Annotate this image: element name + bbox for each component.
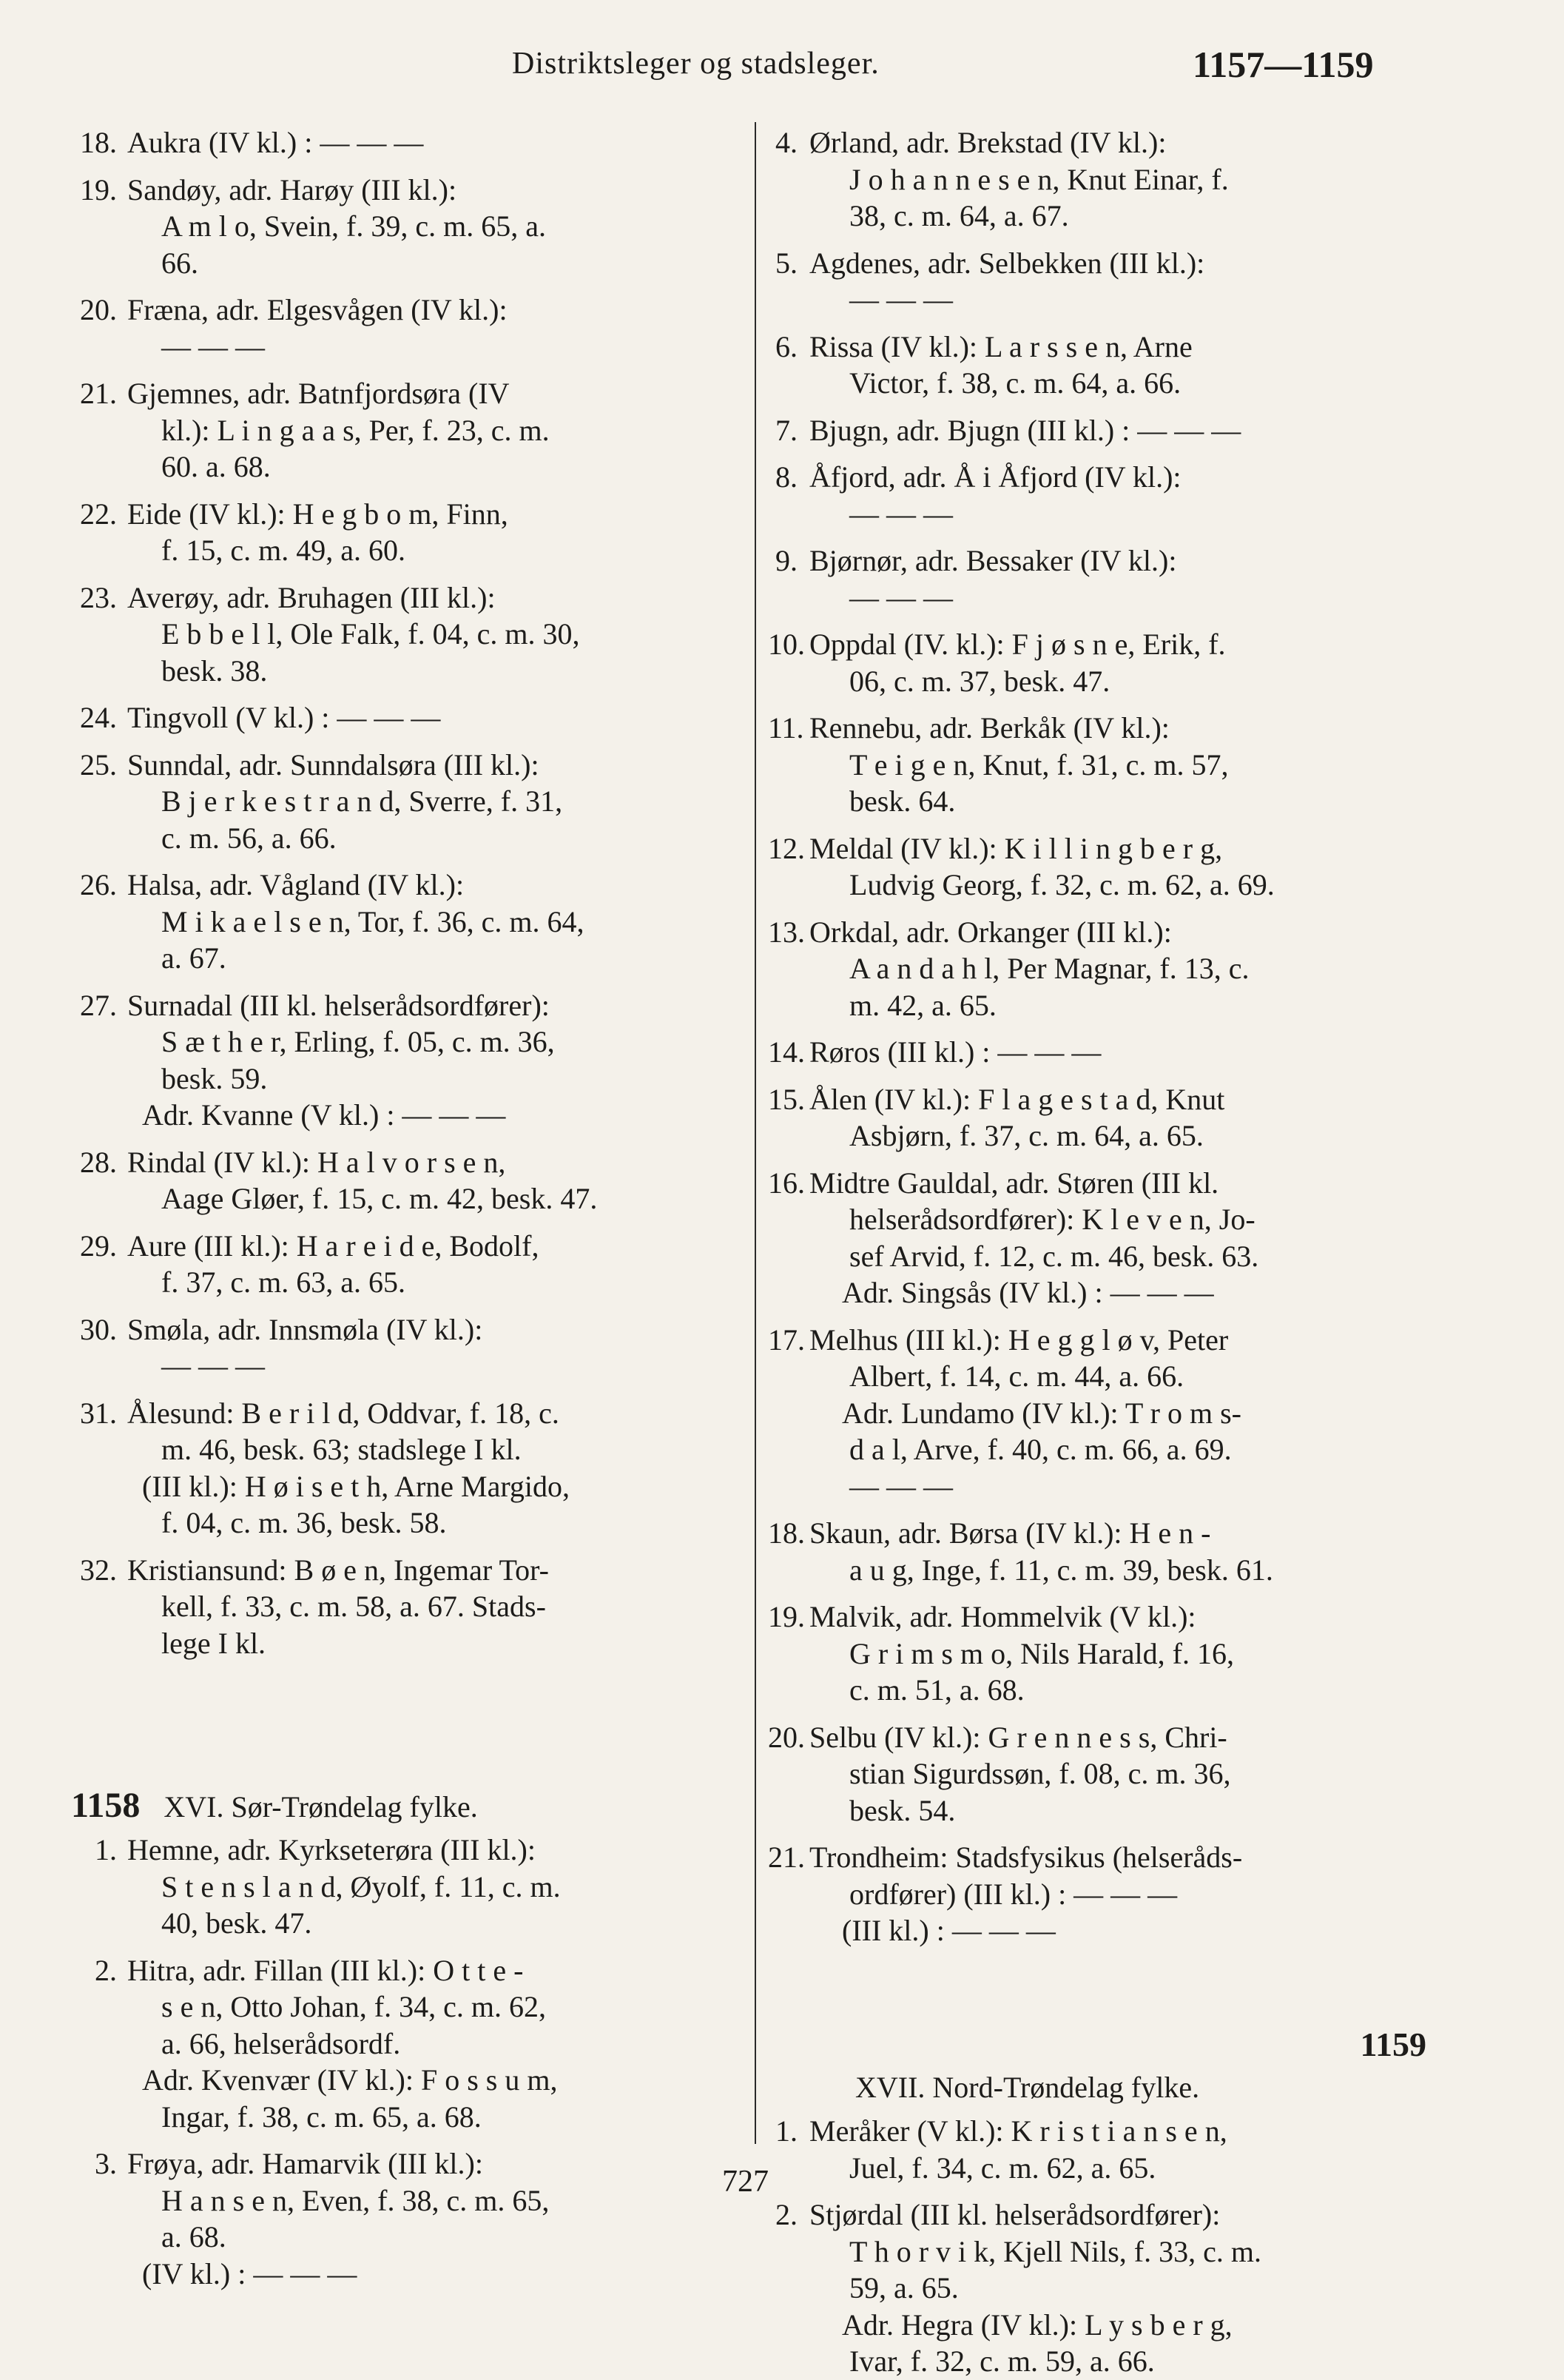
- entry-text: S t e n s l a n d, Øyolf, f. 11, c. m.: [161, 1869, 561, 1903]
- entry-text: f. 37, c. m. 63, a. 65.: [161, 1265, 405, 1299]
- entry-text: Albert, f. 14, c. m. 44, a. 66.: [849, 1359, 1184, 1393]
- entry-text: — — —: [849, 283, 953, 316]
- entry-text: besk. 54.: [849, 1793, 956, 1827]
- entry-text: Adr. Lundamo (IV kl.): T r o m s-: [842, 1396, 1241, 1430]
- entry-continuation-line: [71, 1264, 741, 1301]
- page-range: 1157—1159: [1193, 44, 1374, 85]
- entry-text: Ørland, adr. Brekstad (IV kl.):: [809, 126, 1167, 159]
- entry-text: Ålen (IV kl.): F l a g e s t a d, Knut: [809, 1082, 1225, 1116]
- entry-continuation-line: [71, 412, 741, 449]
- entry-text: Åfjord, adr. Å i Åfjord (IV kl.):: [809, 460, 1182, 494]
- entry-continuation-line: [768, 1238, 1426, 1275]
- entry-number: 28.: [80, 1145, 117, 1179]
- entry-text: Røros (III kl.) : — — —: [809, 1035, 1102, 1069]
- entry-text: Frøya, adr. Hamarvik (III kl.):: [127, 2147, 483, 2180]
- entry-text: (III kl.): H ø i s e t h, Arne Margido,: [142, 1469, 570, 1503]
- entry-line: [71, 1144, 741, 1181]
- entry-text: helserådsordfører): K l e v e n, Jo-: [849, 1203, 1255, 1236]
- entry-number: 12.: [768, 831, 805, 865]
- nord-trondelag-entries: [768, 2113, 1426, 2380]
- entry-line: [768, 124, 1426, 161]
- entry-text: Rennebu, adr. Berkåk (IV kl.):: [809, 711, 1170, 744]
- entry-continuation-line: [71, 783, 741, 820]
- entry-continuation-line: [71, 2219, 741, 2256]
- entry-number: 32.: [80, 1553, 117, 1587]
- entry-continuation-line: [768, 1201, 1426, 1238]
- entry-line: [768, 329, 1426, 366]
- entry-text: Adr. Singsås (IV kl.) : — — —: [842, 1276, 1214, 1309]
- entry-text: J o h a n n e s e n, Knut Einar, f.: [849, 162, 1229, 196]
- entry-text: ordfører) (III kl.) : — — —: [849, 1877, 1178, 1911]
- page-header: [0, 46, 1564, 98]
- entry-number: 21.: [768, 1841, 805, 1874]
- sor-trondelag-entries: [71, 1832, 741, 2292]
- entry-line: [768, 1165, 1426, 1202]
- entry-number: 1.: [95, 1833, 117, 1866]
- entry-continuation-line: [768, 1274, 1426, 1311]
- entry-text: besk. 38.: [161, 653, 268, 688]
- entry-line: [71, 1952, 741, 1989]
- entry-text: Ivar, f. 32, c. m. 59, a. 66.: [849, 2344, 1155, 2378]
- entry-line: [71, 172, 741, 209]
- entry-text: c. m. 51, a. 68.: [849, 1673, 1025, 1707]
- entry-text: Ålesund: B e r i l d, Oddvar, f. 18, c.: [127, 1396, 559, 1430]
- entry-line: [71, 699, 741, 736]
- entry-number: 5.: [775, 246, 798, 280]
- entry-text: (IV kl.) : — — —: [142, 2256, 357, 2290]
- entry-continuation-line: [71, 653, 741, 690]
- section-title: XVII. Nord-Trøndelag fylke.: [855, 2070, 1200, 2104]
- entry-text: S æ t h e r, Erling, f. 05, c. m. 36,: [161, 1025, 555, 1058]
- entry-text: d a l, Arve, f. 40, c. m. 66, a. 69.: [849, 1433, 1232, 1466]
- entry-text: s e n, Otto Johan, f. 34, c. m. 62,: [161, 1990, 546, 2023]
- entry-text: 06, c. m. 37, besk. 47.: [849, 664, 1110, 698]
- entry-text: H a n s e n, Even, f. 38, c. m. 65,: [161, 2183, 550, 2217]
- entry-text: a u g, Inge, f. 11, c. m. 39, besk. 61.: [849, 1553, 1273, 1587]
- entry-continuation-line: [768, 281, 1426, 318]
- entry-continuation-line: [768, 1117, 1426, 1154]
- entry-continuation-line: [71, 208, 741, 245]
- entry-continuation-line: [768, 987, 1426, 1024]
- entry-text: Kristiansund: B ø e n, Ingemar Tor-: [127, 1553, 549, 1587]
- entry-number: 6.: [775, 329, 798, 363]
- entry-continuation-line: [71, 1505, 741, 1542]
- entry-number: 30.: [80, 1312, 117, 1346]
- entry-text: Rissa (IV kl.): L a r s s e n, Arne: [809, 329, 1193, 363]
- entry-text: f. 04, c. m. 36, besk. 58.: [161, 1506, 447, 1539]
- entry-line: [71, 1228, 741, 1265]
- entry-continuation-line: [768, 198, 1426, 235]
- entry-number: 13.: [768, 915, 805, 949]
- entry-text: Stjørdal (III kl. helserådsordfører):: [809, 2198, 1221, 2231]
- entry-number: 20.: [80, 293, 117, 326]
- entry-text: E b b e l l, Ole Falk, f. 04, c. m. 30,: [161, 617, 580, 651]
- entry-continuation-line: [768, 663, 1426, 700]
- entry-text: Ingar, f. 38, c. m. 65, a. 68.: [161, 2100, 482, 2134]
- entry-continuation-line: [71, 940, 741, 977]
- entry-line: [768, 830, 1426, 867]
- entry-text: besk. 59.: [161, 1061, 268, 1095]
- entry-number: 16.: [768, 1166, 805, 1200]
- entry-text: Midtre Gauldal, adr. Støren (III kl.: [809, 1166, 1219, 1200]
- entry-text: Meråker (V kl.): K r i s t i a n s e n,: [809, 2114, 1227, 2148]
- entry-continuation-line: [71, 616, 741, 653]
- entry-number: 26.: [80, 868, 117, 901]
- entry-text: Rindal (IV kl.): H a l v o r s e n,: [127, 1145, 506, 1179]
- entry-text: a. 66, helserådsordf.: [161, 2026, 401, 2060]
- entry-text: Malvik, adr. Hommelvik (V kl.):: [809, 1600, 1196, 1633]
- entry-number: 10.: [768, 628, 805, 661]
- entry-text: Hemne, adr. Kyrkseterøra (III kl.):: [127, 1833, 536, 1866]
- entry-line: [71, 1395, 741, 1432]
- entry-text: Hitra, adr. Fillan (III kl.): O t t e -: [127, 1953, 524, 1987]
- entry-text: B j e r k e s t r a n d, Sverre, f. 31,: [161, 784, 563, 818]
- entry-text: Smøla, adr. Innsmøla (IV kl.):: [127, 1312, 483, 1346]
- entry-text: A m l o, Svein, f. 39, c. m. 65, a.: [161, 209, 546, 243]
- entry-text: a. 68.: [161, 2220, 226, 2253]
- entry-line: [768, 710, 1426, 747]
- entry-text: Gjemnes, adr. Batnfjordsøra (IV: [127, 377, 510, 410]
- entry-text: c. m. 56, a. 66.: [161, 821, 337, 855]
- entry-continuation-line: [768, 1636, 1426, 1673]
- entry-text: Eide (IV kl.): H e g b o m, Finn,: [127, 497, 508, 531]
- entry-continuation-line: [71, 2099, 741, 2136]
- entry-line: [768, 1719, 1426, 1756]
- entry-text: Bjørnør, adr. Bessaker (IV kl.):: [809, 544, 1177, 577]
- entry-line: [768, 542, 1426, 579]
- entry-text: A a n d a h l, Per Magnar, f. 13, c.: [849, 952, 1250, 985]
- entry-line: [768, 1081, 1426, 1118]
- entry-line: [71, 375, 741, 412]
- entry-text: Sunndal, adr. Sunndalsøra (III kl.):: [127, 747, 539, 781]
- entry-continuation-line: [768, 1876, 1426, 1913]
- entry-text: Adr. Kvenvær (IV kl.): F o s s u m,: [142, 2063, 558, 2097]
- right-entries: [768, 124, 1426, 1949]
- entry-line: [71, 1552, 741, 1589]
- entry-continuation-line: [768, 1672, 1426, 1709]
- entry-text: Juel, f. 34, c. m. 62, a. 65.: [849, 2151, 1156, 2185]
- entry-line: [768, 914, 1426, 951]
- entry-text: G r i m s m o, Nils Harald, f. 16,: [849, 1636, 1234, 1670]
- entry-text: lege I kl.: [161, 1626, 266, 1660]
- entry-continuation-line: [768, 496, 1426, 533]
- page-number: 727: [722, 2165, 769, 2199]
- entry-text: Agdenes, adr. Selbekken (III kl.):: [809, 246, 1205, 280]
- entry-text: Aage Gløer, f. 15, c. m. 42, besk. 47.: [161, 1182, 598, 1215]
- entry-number: 2.: [775, 2198, 798, 2231]
- entry-number: 29.: [80, 1228, 117, 1263]
- right-column: [768, 124, 1426, 2380]
- entry-continuation-line: [768, 2343, 1426, 2380]
- entry-continuation-line: [71, 1989, 741, 2026]
- entry-text: Trondheim: Stadsfysikus (helseråds-: [809, 1841, 1243, 1874]
- entry-number: 15.: [768, 1082, 805, 1116]
- entry-continuation-line: [768, 161, 1426, 198]
- section-number: 1159: [1360, 2025, 1426, 2063]
- entry-number: 19.: [768, 1600, 805, 1633]
- entry-continuation-line: [71, 1060, 741, 1097]
- entry-text: (III kl.) : — — —: [842, 1914, 1056, 1947]
- entry-continuation-line: [71, 1431, 741, 1468]
- entry-line: [768, 459, 1426, 496]
- entry-continuation-line: [71, 1097, 741, 1134]
- entry-continuation-line: [71, 1348, 741, 1385]
- entry-number: 18.: [768, 1516, 805, 1550]
- entry-number: 3.: [95, 2147, 117, 2180]
- entry-line: [768, 412, 1426, 449]
- running-title: Distriktsleger og stadsleger.: [512, 47, 880, 81]
- entry-continuation-line: [768, 2270, 1426, 2307]
- entry-continuation-line: [768, 747, 1426, 784]
- entry-continuation-line: [71, 2062, 741, 2099]
- entry-text: Skaun, adr. Børsa (IV kl.): H e n -: [809, 1516, 1211, 1550]
- entry-number: 27.: [80, 988, 117, 1022]
- entry-text: Victor, f. 38, c. m. 64, a. 66.: [849, 366, 1182, 400]
- entry-continuation-line: [768, 1552, 1426, 1589]
- entry-continuation-line: [768, 2233, 1426, 2270]
- entry-text: M i k a e l s e n, Tor, f. 36, c. m. 64,: [161, 904, 584, 938]
- entry-continuation-line: [768, 1912, 1426, 1949]
- entry-text: Aukra (IV kl.) : — — —: [127, 126, 424, 159]
- entry-text: Adr. Kvanne (V kl.) : — — —: [142, 1098, 506, 1132]
- entry-line: [768, 1599, 1426, 1636]
- entry-number: 17.: [768, 1322, 805, 1357]
- entry-line: [71, 2145, 741, 2182]
- entry-text: — — —: [161, 329, 265, 363]
- entry-line: [71, 987, 741, 1024]
- entry-text: Asbjørn, f. 37, c. m. 64, a. 65.: [849, 1119, 1204, 1152]
- entry-number: 19.: [80, 172, 117, 206]
- entry-number: 31.: [80, 1396, 117, 1430]
- entry-text: Sandøy, adr. Harøy (III kl.):: [127, 172, 457, 206]
- entry-text: T e i g e n, Knut, f. 31, c. m. 57,: [849, 747, 1229, 781]
- entry-text: — — —: [849, 1469, 953, 1503]
- entry-number: 4.: [775, 126, 798, 159]
- entry-text: — — —: [161, 1349, 265, 1382]
- entry-line: [768, 626, 1426, 663]
- entry-continuation-line: [71, 532, 741, 569]
- entry-text: T h o r v i k, Kjell Nils, f. 33, c. m.: [849, 2234, 1261, 2268]
- entry-continuation-line: [768, 365, 1426, 402]
- entry-text: Oppdal (IV. kl.): F j ø s n e, Erik, f.: [809, 628, 1226, 661]
- entry-text: besk. 64.: [849, 784, 956, 818]
- entry-text: 38, c. m. 64, a. 67.: [849, 199, 1069, 232]
- section-number: 1158: [71, 1786, 141, 1825]
- entry-text: Halsa, adr. Vågland (IV kl.):: [127, 868, 465, 901]
- entry-continuation-line: [768, 579, 1426, 616]
- entry-continuation-line: [71, 1023, 741, 1060]
- entry-text: stian Sigurdssøn, f. 08, c. m. 36,: [849, 1757, 1231, 1790]
- entry-line: [768, 2196, 1426, 2233]
- entry-continuation-line: [768, 1395, 1426, 1432]
- entry-text: f. 15, c. m. 49, a. 60.: [161, 534, 405, 567]
- entry-text: Orkdal, adr. Orkanger (III kl.):: [809, 915, 1172, 949]
- entry-text: Selbu (IV kl.): G r e n n e s s, Chri-: [809, 1720, 1227, 1754]
- entry-continuation-line: [768, 1468, 1426, 1505]
- entry-text: Melhus (III kl.): H e g g l ø v, Peter: [809, 1322, 1229, 1357]
- entry-text: Averøy, adr. Bruhagen (III kl.):: [127, 580, 496, 614]
- entry-line: [768, 1034, 1426, 1071]
- entry-line: [71, 867, 741, 904]
- entry-continuation-line: [71, 1869, 741, 1906]
- entry-continuation-line: [71, 2182, 741, 2219]
- entry-continuation-line: [71, 2026, 741, 2063]
- entry-text: Adr. Hegra (IV kl.): L y s b e r g,: [842, 2307, 1233, 2342]
- entry-continuation-line: [71, 1625, 741, 1662]
- entry-number: 1.: [775, 2114, 798, 2148]
- entry-text: — — —: [849, 497, 953, 531]
- entry-text: Bjugn, adr. Bjugn (III kl.) : — — —: [809, 413, 1241, 447]
- entry-line: [71, 579, 741, 616]
- entry-line: [768, 1322, 1426, 1359]
- section-heading-sor-trondelag: [71, 1780, 741, 1832]
- entry-continuation-line: [71, 904, 741, 941]
- column-divider: [755, 122, 756, 2144]
- entry-continuation-line: [71, 2256, 741, 2293]
- entry-continuation-line: [71, 245, 741, 282]
- left-entries: [71, 124, 741, 1661]
- entry-line: [768, 1839, 1426, 1876]
- entry-line: [768, 2113, 1426, 2150]
- entry-text: 66.: [161, 246, 198, 280]
- entry-continuation-line: [768, 1792, 1426, 1829]
- entry-number: 2.: [95, 1953, 117, 1987]
- entry-continuation-line: [71, 1468, 741, 1505]
- entry-continuation-line: [71, 448, 741, 485]
- left-column: [71, 124, 741, 2292]
- entry-text: Tingvoll (V kl.) : — — —: [127, 701, 441, 734]
- entry-number: 8.: [775, 460, 798, 494]
- entry-text: Fræna, adr. Elgesvågen (IV kl.):: [127, 293, 508, 326]
- entry-continuation-line: [768, 1755, 1426, 1792]
- entry-continuation-line: [71, 1588, 741, 1625]
- entry-text: kl.): L i n g a a s, Per, f. 23, c. m.: [161, 413, 550, 447]
- entry-text: m. 46, besk. 63; stadslege I kl.: [161, 1433, 522, 1466]
- entry-text: a. 67.: [161, 941, 226, 975]
- entry-number: 11.: [768, 711, 804, 744]
- entry-line: [71, 1832, 741, 1869]
- section-title: XVI. Sør-Trøndelag fylke.: [164, 1790, 478, 1823]
- entry-text: 60. a. 68.: [161, 450, 271, 483]
- entry-text: — — —: [849, 580, 953, 614]
- entry-continuation-line: [768, 1358, 1426, 1395]
- entry-number: 7.: [775, 413, 798, 447]
- entry-text: Surnadal (III kl. helserådsordfører):: [127, 988, 550, 1022]
- entry-text: 40, besk. 47.: [161, 1906, 312, 1940]
- entry-number: 18.: [80, 126, 117, 159]
- entry-text: sef Arvid, f. 12, c. m. 46, besk. 63.: [849, 1239, 1259, 1273]
- entry-text: Ludvig Georg, f. 32, c. m. 62, a. 69.: [849, 868, 1275, 901]
- entry-line: [71, 292, 741, 329]
- entry-line: [71, 124, 741, 161]
- entry-continuation-line: [768, 783, 1426, 820]
- entry-number: 14.: [768, 1035, 805, 1069]
- entry-continuation-line: [71, 1905, 741, 1942]
- entry-number: 22.: [80, 497, 117, 531]
- entry-continuation-line: [71, 329, 741, 366]
- entry-number: 24.: [80, 701, 117, 734]
- entry-continuation-line: [768, 1431, 1426, 1468]
- entry-number: 20.: [768, 1720, 805, 1754]
- entry-continuation-line: [768, 867, 1426, 904]
- entry-line: [71, 747, 741, 784]
- entry-continuation-line: [768, 2150, 1426, 2187]
- entry-number: 23.: [80, 580, 117, 614]
- entry-text: Meldal (IV kl.): K i l l i n g b e r g,: [809, 831, 1223, 865]
- entry-continuation-line: [768, 950, 1426, 987]
- entry-number: 21.: [80, 377, 117, 410]
- entry-text: Aure (III kl.): H a r e i d e, Bodolf,: [127, 1228, 539, 1263]
- entry-line: [768, 245, 1426, 282]
- entry-continuation-line: [71, 1180, 741, 1217]
- entry-continuation-line: [71, 820, 741, 857]
- entry-number: 9.: [775, 544, 798, 577]
- entry-text: 59, a. 65.: [849, 2271, 959, 2305]
- entry-line: [768, 1515, 1426, 1552]
- entry-line: [71, 1311, 741, 1348]
- entry-text: kell, f. 33, c. m. 58, a. 67. Stads-: [161, 1590, 546, 1623]
- entry-line: [71, 496, 741, 533]
- entry-number: 25.: [80, 747, 117, 781]
- entry-text: m. 42, a. 65.: [849, 988, 997, 1022]
- entry-continuation-line: [768, 2307, 1426, 2344]
